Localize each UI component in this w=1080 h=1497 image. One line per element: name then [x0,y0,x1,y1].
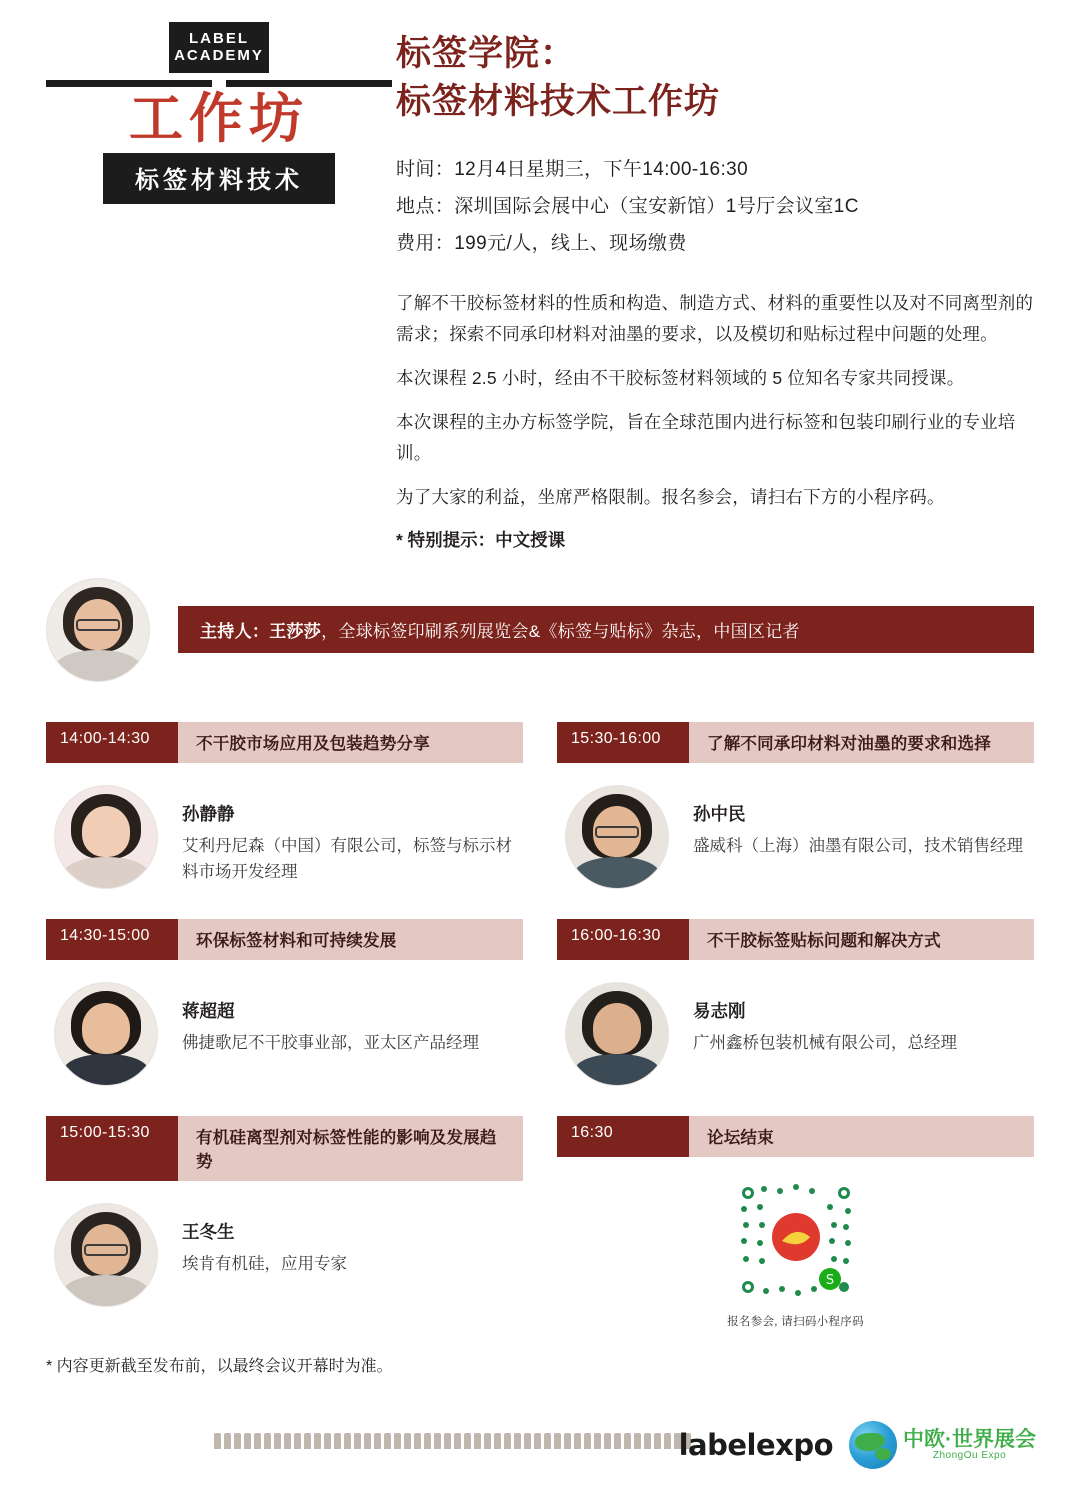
zhongou-text [903,1429,1036,1462]
session-title: 了解不同承印材料对油墨的要求和选择 [707,734,991,753]
speaker-name: 孙静静 [182,803,235,824]
globe-icon [849,1421,897,1469]
meta-venue: 地点：深圳国际会展中心（宝安新馆）1号厅会议室1C [396,195,859,217]
description-paragraph-3: 本次课程的主办方标签学院，旨在全球范围内进行标签和包装印刷行业的专业培训。 [396,412,1016,464]
description-paragraph-1: 了解不干胶标签材料的性质和构造、制造方式、材料的重要性以及对不同离型剂的需求；探索不同承印材料对油墨的要求，以及模切和贴标过程中问题的处理。 [396,292,1034,344]
speaker-role: 盛威科（上海）油墨有限公司，技术销售经理 [693,836,1023,855]
avatar-glasses [84,1244,129,1255]
avatar-glasses [595,826,640,837]
host-avatar-art [47,579,149,681]
session-header [46,1116,523,1181]
host-banner [178,606,1034,653]
logo-rule [46,80,392,87]
session-title: 论坛结束 [707,1128,774,1147]
speaker-info [669,982,957,1056]
speaker-role: 佛捷歌尼不干胶事业部，亚太区产品经理 [182,1033,479,1052]
session-header [557,722,1034,763]
speaker-avatar-art [566,786,668,888]
brand-row [679,1421,1036,1469]
session-title: 不干胶市场应用及包装趋势分享 [196,734,430,753]
session-time: 16:30 [557,1116,689,1157]
session-time: 15:00-15:30 [46,1116,178,1181]
zhongou-expo-logo [849,1421,1036,1469]
session-time: 14:30-15:00 [46,919,178,960]
speaker-role: 广州鑫桥包装机械有限公司，总经理 [693,1033,957,1052]
qr-code-icon[interactable] [734,1179,858,1303]
zhongou-en: ZhongOu Expo [932,1449,1007,1461]
rule-right [226,80,392,87]
header [0,0,1080,552]
label-academy-badge [169,22,269,73]
host-name: 主持人：王莎莎 [200,622,322,642]
avatar-glasses [76,619,121,630]
speaker-name: 易志刚 [693,1000,746,1021]
avatar-skin [593,1003,642,1054]
speaker-block [557,763,1034,913]
sessions-grid [46,722,1034,1337]
host-row [46,578,1034,682]
logo-line-academy: ACADEMY [174,46,264,64]
speaker-info [158,785,512,886]
session-header [46,919,523,960]
speaker-block [46,1181,523,1331]
page-title-line2: 标签材料技术工作坊 [396,82,721,122]
session-title: 不干胶标签贴标问题和解决方式 [707,931,941,950]
speaker-info [158,1203,347,1277]
zhongou-cn: 中欧·世界展会 [903,1427,1036,1451]
speaker-avatar [54,1203,158,1307]
page-title [396,30,1034,127]
description-paragraph-4: 为了大家的利益，坐席严格限制。报名参会，请扫右下方的小程序码。 [396,487,945,508]
decorative-zigzag [214,1431,694,1449]
session-item [557,919,1034,1110]
workshop-subject-badge: 标签材料技术 [103,153,335,204]
session-time: 14:00-14:30 [46,722,178,763]
speaker-info [669,785,1023,859]
workshop-title: 工作坊 [129,86,309,150]
speaker-avatar [54,982,158,1086]
avatar-skin [82,806,131,857]
language-note: * 特别提示：中文授课 [396,529,566,550]
host-affiliation: ，全球标签印刷系列展览会&《标签与贴标》杂志，中国区记者 [321,622,800,642]
speaker-name: 王冬生 [182,1221,235,1242]
speaker-name: 蒋超超 [182,1000,235,1021]
speaker-avatar [565,785,669,889]
qr-caption: 报名参会, 请扫码小程序码 [727,1315,864,1328]
meta-fee: 费用：199元/人，线上、现场缴费 [396,232,687,254]
speaker-name: 孙中民 [693,803,746,824]
speaker-info [158,982,479,1056]
avatar-body [63,857,149,889]
session-title: 有机硅离型剂对标签性能的影响及发展趋势 [196,1128,497,1171]
host-avatar [46,578,150,682]
svg-text:S: S [825,1272,834,1288]
avatar-body [63,1054,149,1086]
session-item [46,1116,523,1331]
footer [0,1377,1080,1497]
meta-time: 时间：12月4日星期三，下午14:00-16:30 [396,158,749,180]
description-block [396,288,1034,552]
speaker-avatar-art [55,983,157,1085]
speaker-avatar-art [566,983,668,1085]
footnote: * 内容更新截至发布前，以最终会议开幕时为准。 [46,1357,393,1375]
avatar-body [574,857,660,889]
speaker-avatar [54,785,158,889]
registration-qr-block [557,1157,1034,1329]
description-paragraph-2: 本次课程 2.5 小时，经由不干胶标签材料领域的 5 位知名专家共同授课。 [396,368,965,389]
speaker-block [46,763,523,913]
speaker-avatar-art [55,786,157,888]
avatar-body [55,650,141,682]
label-academy-logo [46,16,392,552]
logo-line-label: LABEL [189,30,249,47]
avatar-body [574,1054,660,1086]
speaker-avatar [565,982,669,1086]
avatar-skin [82,1003,131,1054]
session-item [557,1116,1034,1331]
speaker-avatar-art [55,1204,157,1306]
speaker-block [557,960,1034,1110]
session-item [557,722,1034,913]
rule-left [46,80,212,87]
session-item [46,722,523,913]
session-header [46,722,523,763]
speaker-role: 艾利丹尼森（中国）有限公司，标签与标示材料市场开发经理 [182,836,512,881]
header-text-block [392,16,1034,552]
session-time: 15:30-16:00 [557,722,689,763]
speaker-role: 埃肯有机硅，应用专家 [182,1254,347,1273]
session-time: 16:00-16:30 [557,919,689,960]
session-item [46,919,523,1110]
page-title-line1: 标签学院： [396,34,577,73]
avatar-body [63,1275,149,1307]
session-header [557,919,1034,960]
session-title: 环保标签材料和可持续发展 [196,931,397,950]
session-header [557,1116,1034,1157]
speaker-block [46,960,523,1110]
labelexpo-logo: labelexpo [678,1428,833,1462]
